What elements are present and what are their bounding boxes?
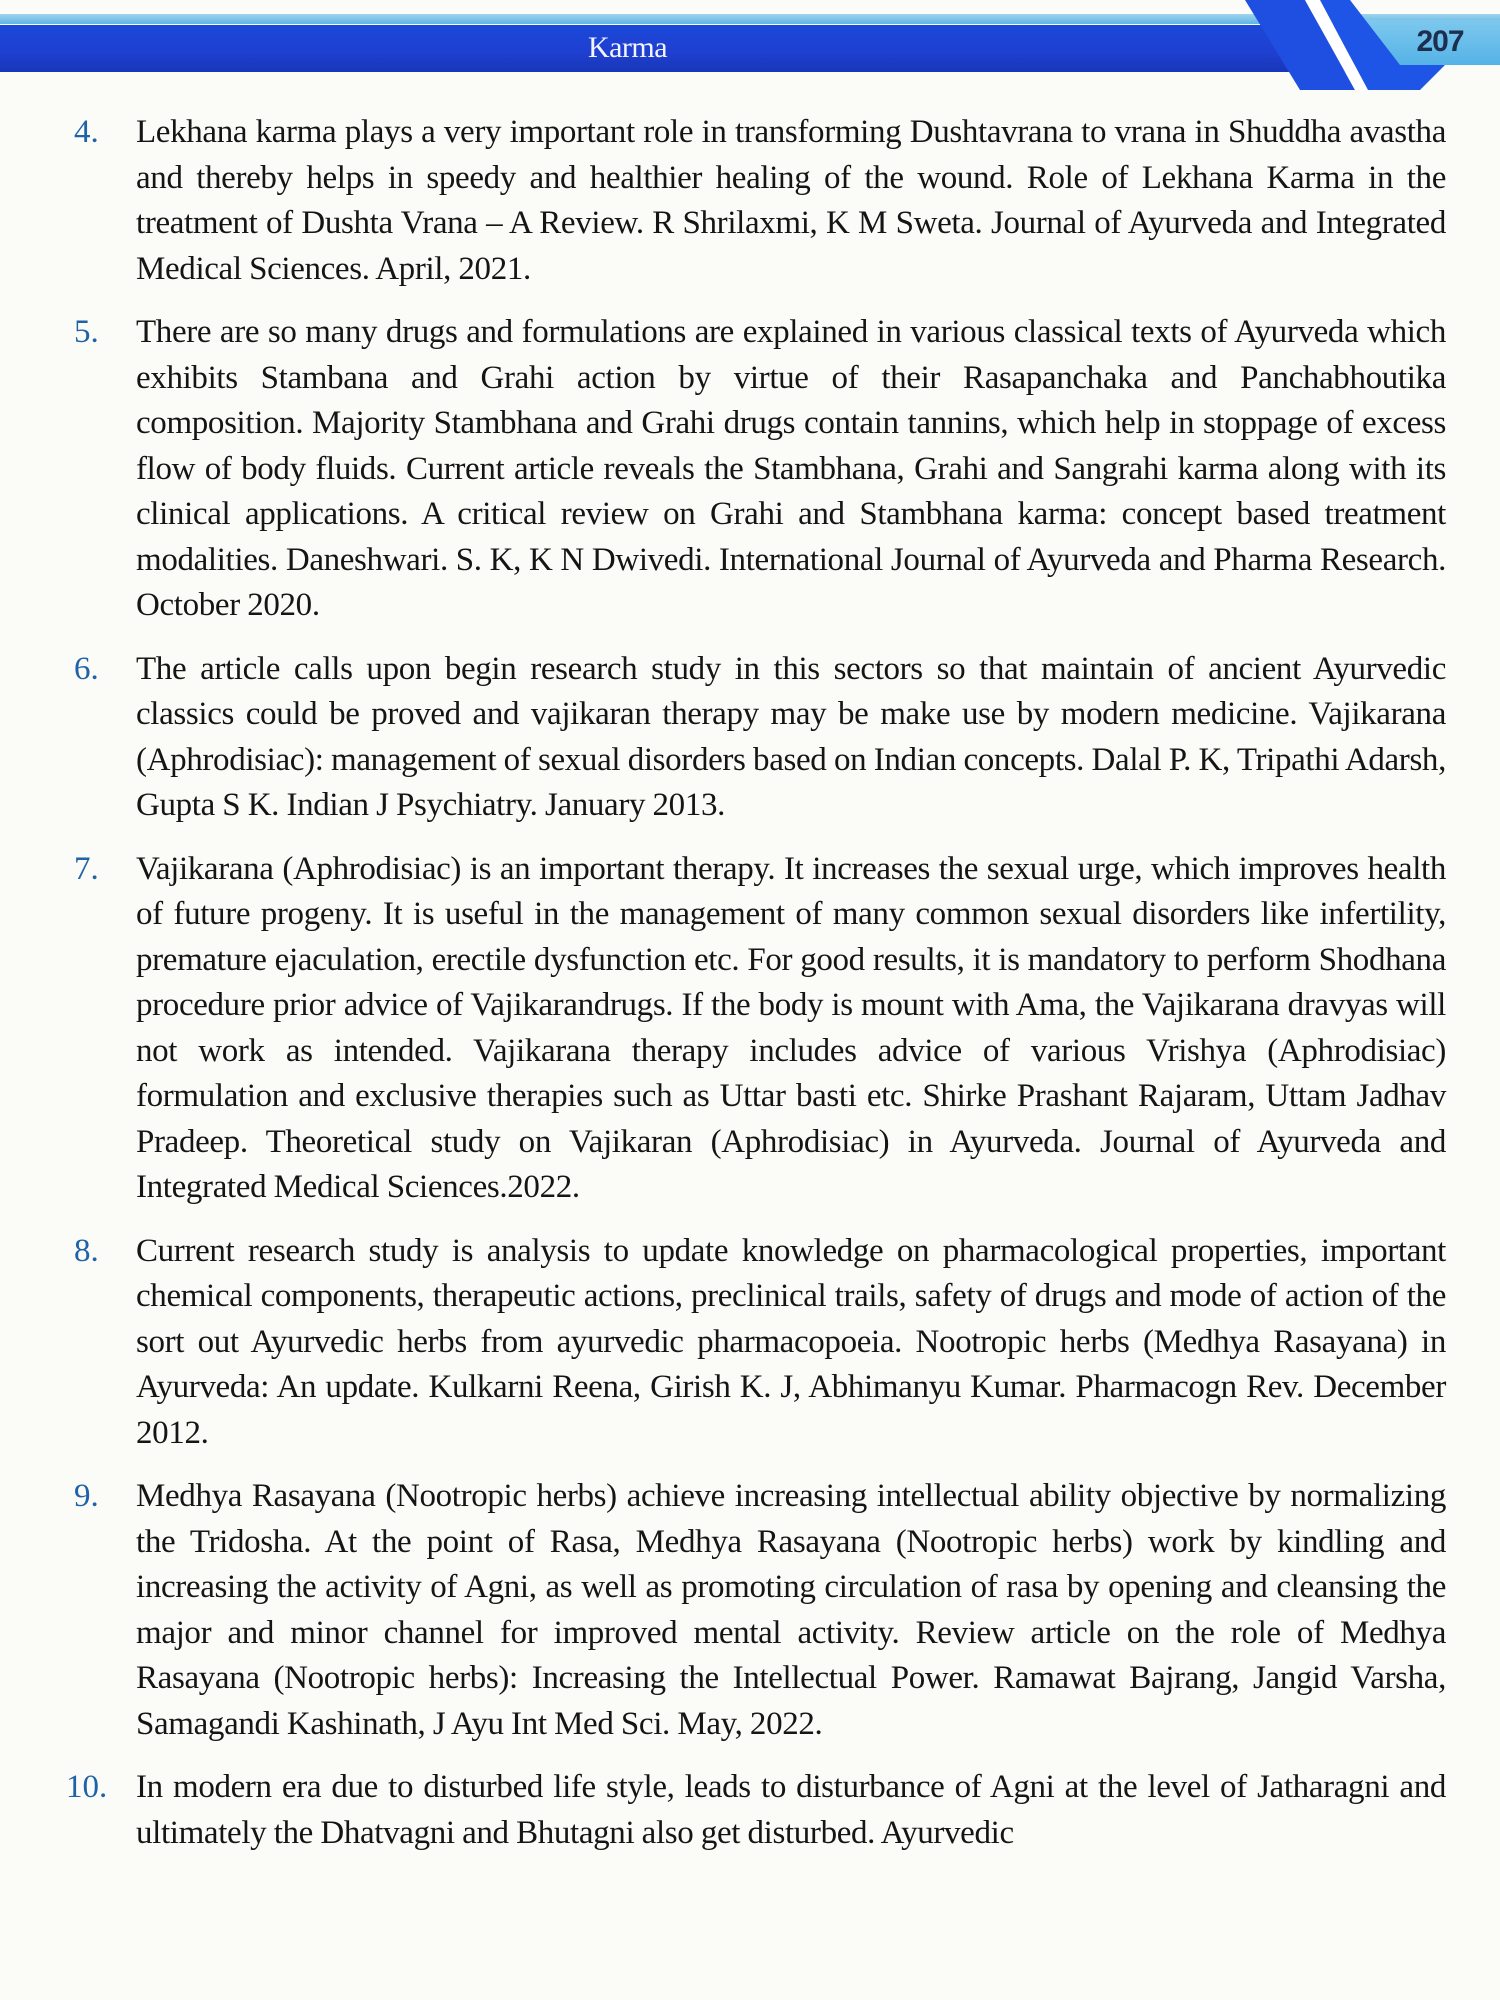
reference-item [0, 110, 1500, 292]
reference-item [0, 1229, 1500, 1457]
reference-number: 8. [74, 1232, 99, 1269]
reference-number: 6. [74, 650, 99, 687]
reference-item [0, 847, 1500, 1211]
reference-text: There are so many drugs and formulations are explained in various classical texts of Ayurveda which exhibits Stambana and Grahi action by virtue of their Rasapanchaka and Panchabhoutika composition. Majority Stambhana and Grahi drugs contain tannins, which help in stoppage of excess flow of body fluids. Current article reveals the Stambhana, Grahi and Sangrahi karma along with its clinical applications. A critical review on Grahi and Stambhana karma: concept based treatment modalities. Daneshwari. S. K, K N Dwivedi. International Journal of Ayurveda and Pharma Research. October 2020. [136, 314, 1446, 623]
reference-item [0, 1765, 1500, 1856]
page-header [0, 0, 1500, 100]
reference-item [0, 310, 1500, 629]
reference-number: 10. [66, 1769, 108, 1805]
reference-number: 5. [74, 314, 99, 350]
reference-text: Current research study is analysis to update knowledge on pharmacological properties, important chemical components, therapeutic actions, preclinical trails, safety of drugs and mode of action of the sort out Ayurvedic herbs from ayurvedic pharmacopoeia. Nootropic herbs (Medhya Rasayana) in Ayurveda: An update. Kulkarni Reena, Girish K. J, Abhimanyu Kumar. Pharmacogn Rev. December 2012. [136, 1232, 1446, 1451]
reference-item [0, 1474, 1500, 1747]
reference-number: 7. [74, 850, 99, 887]
reference-number: 4. [74, 114, 99, 150]
reference-list [0, 110, 1500, 1874]
reference-text: The article calls upon begin research study in this sectors so that maintain of ancient Ayurvedic classics could be proved and vajikaran therapy may be make use by modern medicine. Vajikarana (Aphrodisiac): management of sexual disorders based on Indian concepts. Dalal P. K, Tripathi Adarsh, Gupta S K. Indian J Psychiatry. January 2013. [136, 650, 1446, 823]
reference-number: 9. [74, 1478, 99, 1514]
reference-text: Medhya Rasayana (Nootropic herbs) achieve increasing intellectual ability objective by normalizing the Tridosha. At the point of Rasa, Medhya Rasayana (Nootropic herbs) work by kindling and increasing the activity of Agni, as well as promoting circulation of rasa by opening and cleansing the major and minor channel for improved mental activity. Review article on the role of Medhya Rasayana (Nootropic herbs): Increasing the Intellectual Power. Ramawat Bajrang, Jangid Varsha, Samagandi Kashinath, J Ayu Int Med Sci. May, 2022. [136, 1478, 1446, 1742]
reference-item [0, 647, 1500, 829]
page-number: 207 [1416, 25, 1464, 58]
chapter-title: Karma [587, 31, 668, 64]
reference-text: In modern era due to disturbed life style, leads to disturbance of Agni at the level of Jatharagni and ultimately the Dhatvagni and Bhutagni also get disturbed. Ayurvedic [136, 1769, 1446, 1851]
reference-text: Vajikarana (Aphrodisiac) is an important therapy. It increases the sexual urge, which improves health of future progeny. It is useful in the management of many common sexual disorders like infertility, premature ejaculation, erectile dysfunction etc. For good results, it is mandatory to perform Shodhana procedure prior advice of Vajikarandrugs. If the body is mount with Ama, the Vajikarana dravyas will not work as intended. Vajikarana therapy includes advice of various Vrishya (Aphrodisiac) formulation and exclusive therapies such as Uttar basti etc. Shirke Prashant Rajaram, Uttam Jadhav Pradeep. Theoretical study on Vajikaran (Aphrodisiac) in Ayurveda. Journal of Ayurveda and Integrated Medical Sciences.2022. [136, 850, 1446, 1205]
reference-text: Lekhana karma plays a very important role in transforming Dushtavrana to vrana in Shuddha avastha and thereby helps in speedy and healthier healing of the wound. Role of Lekhana Karma in the treatment of Dushta Vrana – A Review. R Shrilaxmi, K M Sweta. Journal of Ayurveda and Integrated Medical Sciences. April, 2021. [136, 114, 1446, 287]
